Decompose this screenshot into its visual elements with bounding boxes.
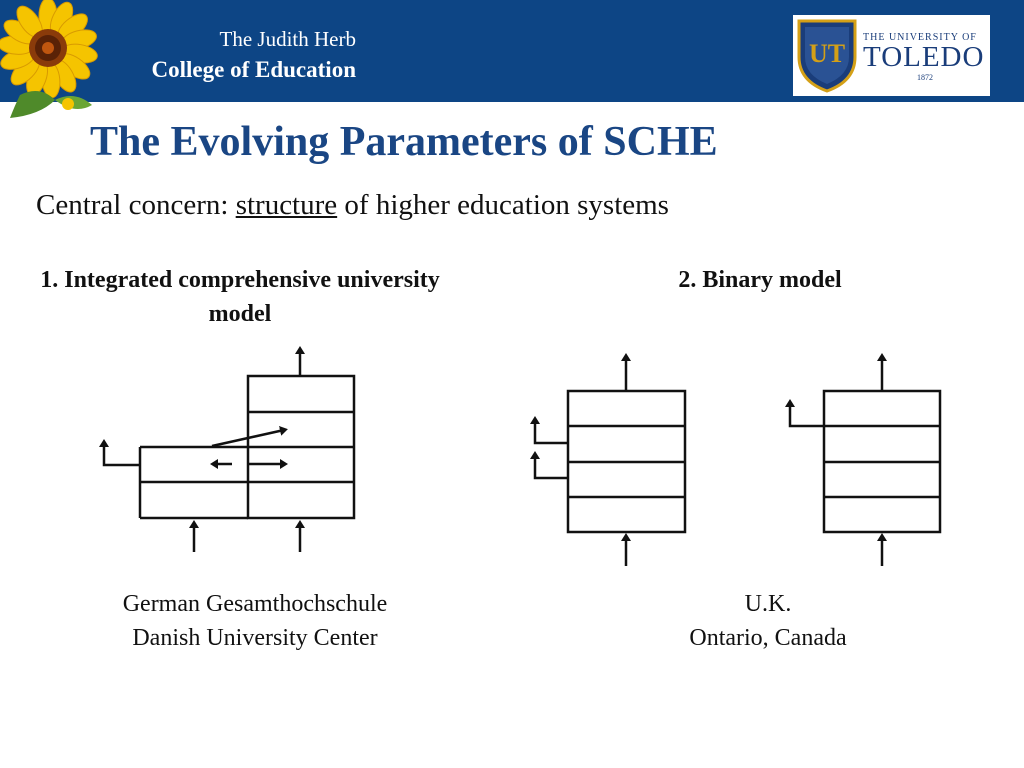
integrated-model-diagram [104,350,354,552]
subtitle-underlined: structure [235,189,338,221]
model-2-heading: 2. Binary model [678,267,842,293]
logo-small-text: THE UNIVERSITY OF [863,32,977,43]
example-item: Danish University Center [132,625,378,651]
example-item: Ontario, Canada [689,625,847,651]
logo-big-text: TOLEDO [863,41,985,73]
example-item: U.K. [744,591,792,617]
model-2-examples [568,587,968,655]
binary-model-right-diagram [790,357,940,566]
logo-year: 1872 [917,73,933,82]
binary-model-left-diagram [535,357,685,566]
example-item: German Gesamthochschule [122,591,388,617]
model-1-examples [55,587,455,655]
subtitle-suffix: of higher education systems [337,189,669,221]
subtitle-prefix: Central concern: [36,189,236,221]
logo-monogram: UT [808,39,846,68]
model-1-heading: 1. Integrated comprehensive university model [40,267,440,327]
college-name-line2: College of Education [151,57,356,82]
college-name-line1: The Judith Herb [219,27,356,51]
slide-title: The Evolving Parameters of SCHE [90,119,718,165]
